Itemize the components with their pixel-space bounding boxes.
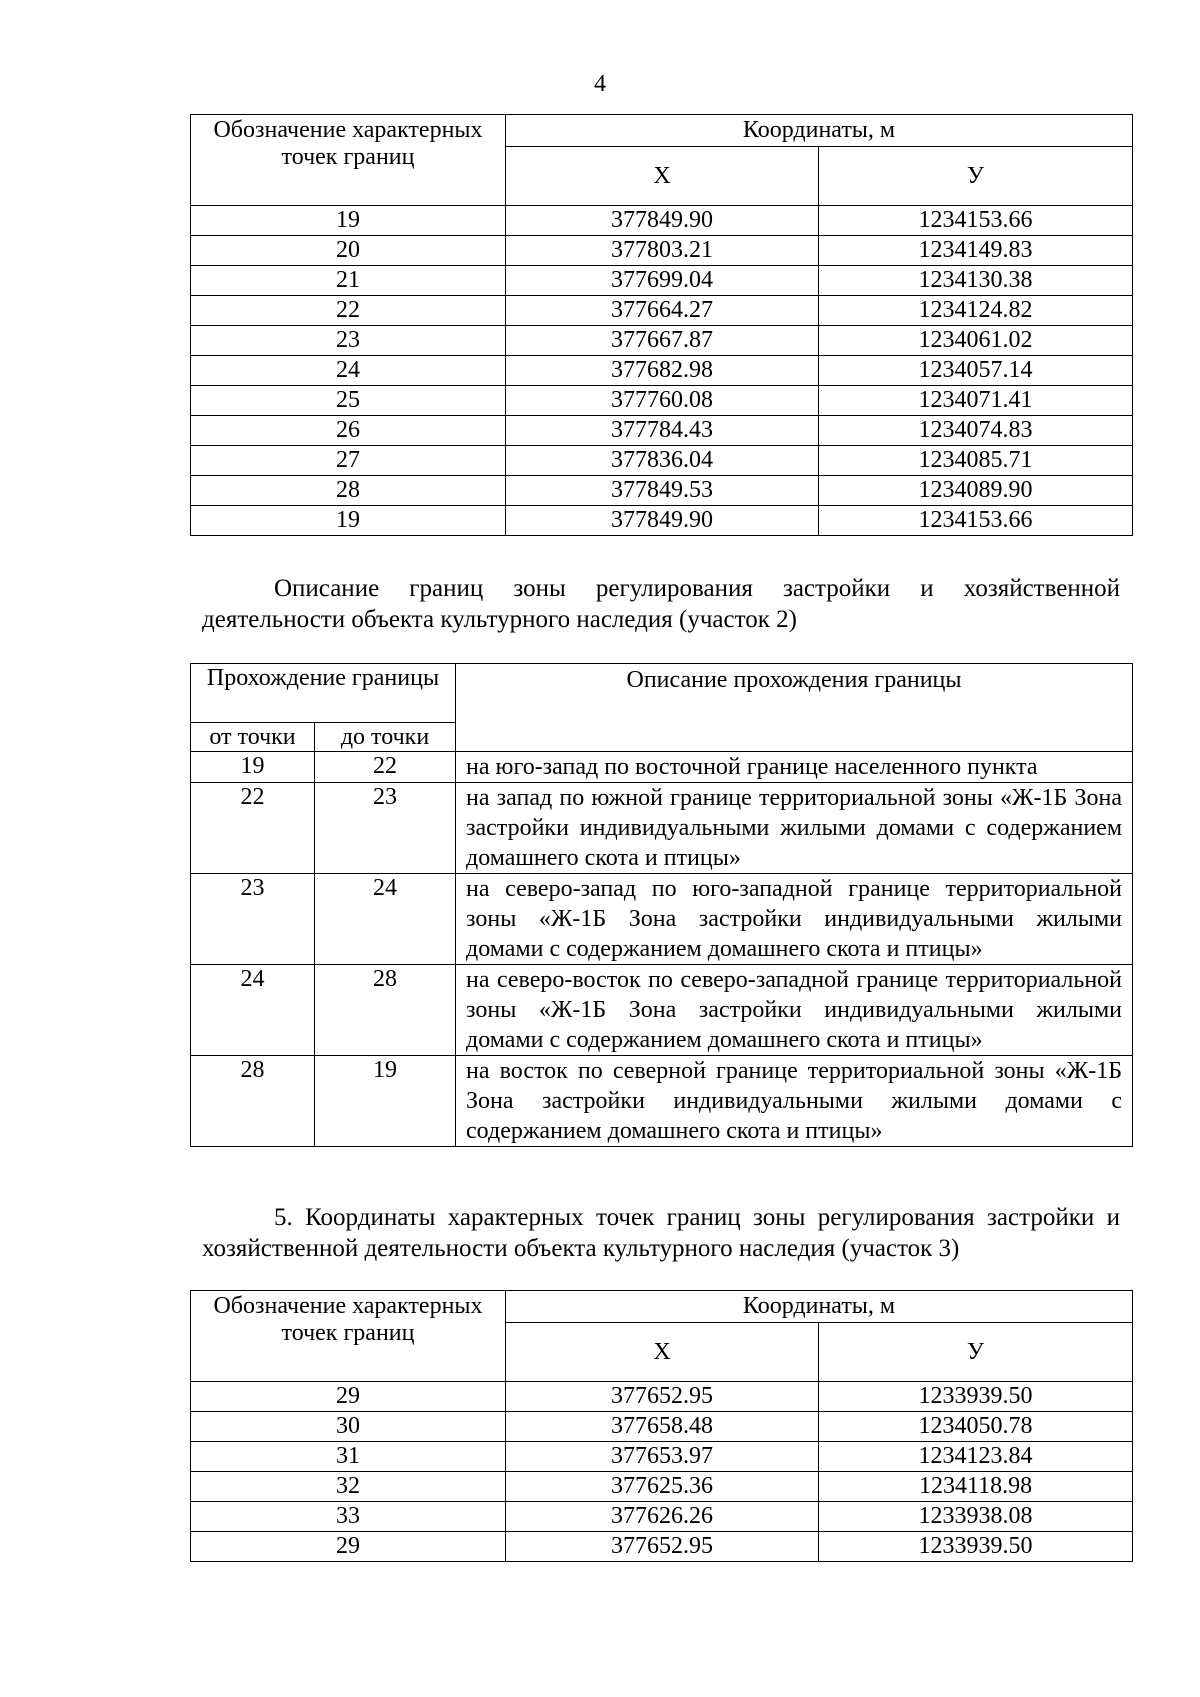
cell-point: 25 [191,386,506,416]
cell-point: 26 [191,416,506,446]
header-y: У [819,147,1133,206]
table-row [191,326,1133,356]
table-row [191,1532,1133,1562]
cell-point: 20 [191,236,506,266]
table-row [191,1412,1133,1442]
table-row [191,446,1133,476]
table-row [191,506,1133,536]
cell-y: 1234118.98 [819,1472,1133,1502]
cell-x: 377653.97 [506,1442,819,1472]
cell-y: 1234149.83 [819,236,1133,266]
cell-x: 377784.43 [506,416,819,446]
cell-from: 23 [191,874,315,965]
cell-y: 1234089.90 [819,476,1133,506]
cell-y: 1234050.78 [819,1412,1133,1442]
table-row [191,1472,1133,1502]
cell-x: 377803.21 [506,236,819,266]
cell-x: 377625.36 [506,1472,819,1502]
cell-from: 19 [191,752,315,783]
page-number: 4 [594,71,606,97]
table-row [191,1502,1133,1532]
table-row [191,386,1133,416]
cell-y: 1233939.50 [819,1382,1133,1412]
coordinates-table-section-2 [190,114,1133,536]
coordinates-table-body [191,206,1133,536]
cell-x: 377760.08 [506,386,819,416]
header-y: У [819,1323,1133,1382]
cell-to: 22 [315,752,456,783]
cell-point: 29 [191,1532,506,1562]
cell-x: 377849.90 [506,206,819,236]
cell-point: 19 [191,206,506,236]
cell-to: 24 [315,874,456,965]
cell-y: 1234153.66 [819,506,1133,536]
cell-x: 377682.98 [506,356,819,386]
cell-point: 24 [191,356,506,386]
header-boundary-passage: Прохождение границы [191,664,456,723]
cell-point: 23 [191,326,506,356]
header-coordinates: Координаты, м [506,115,1133,147]
header-point-designation: Обозначение характерных точек границ [191,1291,506,1382]
cell-description: на северо-восток по северо-западной границе территориальной зоны «Ж-1Б Зона застройки индивидуальными жилыми домами с содержанием домашнего скота и птицы» [456,965,1133,1056]
cell-point: 22 [191,296,506,326]
header-point-designation: Обозначение характерных точек границ [191,115,506,206]
section-5-heading: 5. Координаты характерных точек границ зоны регулирования застройки и хозяйственной деятельности объекта культурного наследия (участок 3) [202,1204,1120,1262]
boundary-description-body [191,752,1133,1147]
table-row [191,874,1133,965]
cell-point: 32 [191,1472,506,1502]
cell-description: на восток по северной границе территориальной зоны «Ж-1Б Зона застройки индивидуальными жилыми домами с содержанием домашнего скота и птицы» [456,1056,1133,1147]
cell-y: 1234057.14 [819,356,1133,386]
cell-x: 377667.87 [506,326,819,356]
table-row [191,1442,1133,1472]
cell-x: 377849.53 [506,476,819,506]
cell-point: 19 [191,506,506,536]
header-x: X [506,147,819,206]
table-row [191,236,1133,266]
cell-to: 23 [315,783,456,874]
cell-from: 28 [191,1056,315,1147]
cell-point: 29 [191,1382,506,1412]
cell-point: 27 [191,446,506,476]
cell-x: 377699.04 [506,266,819,296]
cell-from: 22 [191,783,315,874]
cell-x: 377664.27 [506,296,819,326]
table-row [191,1382,1133,1412]
cell-description: на запад по южной границе территориальной зоны «Ж-1Б Зона застройки индивидуальными жилыми домами с содержанием домашнего скота и птицы» [456,783,1133,874]
cell-y: 1234085.71 [819,446,1133,476]
boundary-description-table [190,663,1133,1147]
table-row [191,476,1133,506]
table-row [191,965,1133,1056]
cell-to: 28 [315,965,456,1056]
table-row [191,356,1133,386]
table-row [191,752,1133,783]
header-to-point: до точки [315,723,456,752]
cell-y: 1234071.41 [819,386,1133,416]
cell-x: 377626.26 [506,1502,819,1532]
description-heading: Описание границ зоны регулирования застройки и хозяйственной деятельности объекта культурного наследия (участок 2) [202,575,1120,633]
cell-description: на северо-запад по юго-западной границе территориальной зоны «Ж-1Б Зона застройки индивидуальными жилыми домами с содержанием домашнего скота и птицы» [456,874,1133,965]
header-coordinates: Координаты, м [506,1291,1133,1323]
header-x: X [506,1323,819,1382]
header-from-point: от точки [191,723,315,752]
coordinates-table-section-3 [190,1290,1133,1562]
cell-x: 377836.04 [506,446,819,476]
table-row [191,416,1133,446]
cell-point: 21 [191,266,506,296]
table-row [191,783,1133,874]
cell-y: 1234130.38 [819,266,1133,296]
cell-from: 24 [191,965,315,1056]
cell-y: 1234124.82 [819,296,1133,326]
cell-point: 31 [191,1442,506,1472]
cell-x: 377652.95 [506,1382,819,1412]
cell-y: 1234153.66 [819,206,1133,236]
cell-y: 1234061.02 [819,326,1133,356]
cell-y: 1233938.08 [819,1502,1133,1532]
table-row [191,296,1133,326]
coordinates-table-body [191,1382,1133,1562]
cell-to: 19 [315,1056,456,1147]
cell-point: 30 [191,1412,506,1442]
cell-point: 28 [191,476,506,506]
cell-x: 377849.90 [506,506,819,536]
cell-point: 33 [191,1502,506,1532]
cell-y: 1233939.50 [819,1532,1133,1562]
table-row [191,266,1133,296]
cell-description: на юго-запад по восточной границе населенного пункта [456,752,1133,783]
table-row [191,206,1133,236]
cell-y: 1234123.84 [819,1442,1133,1472]
header-boundary-description: Описание прохождения границы [456,664,1133,752]
table-row [191,1056,1133,1147]
cell-x: 377652.95 [506,1532,819,1562]
cell-y: 1234074.83 [819,416,1133,446]
cell-x: 377658.48 [506,1412,819,1442]
